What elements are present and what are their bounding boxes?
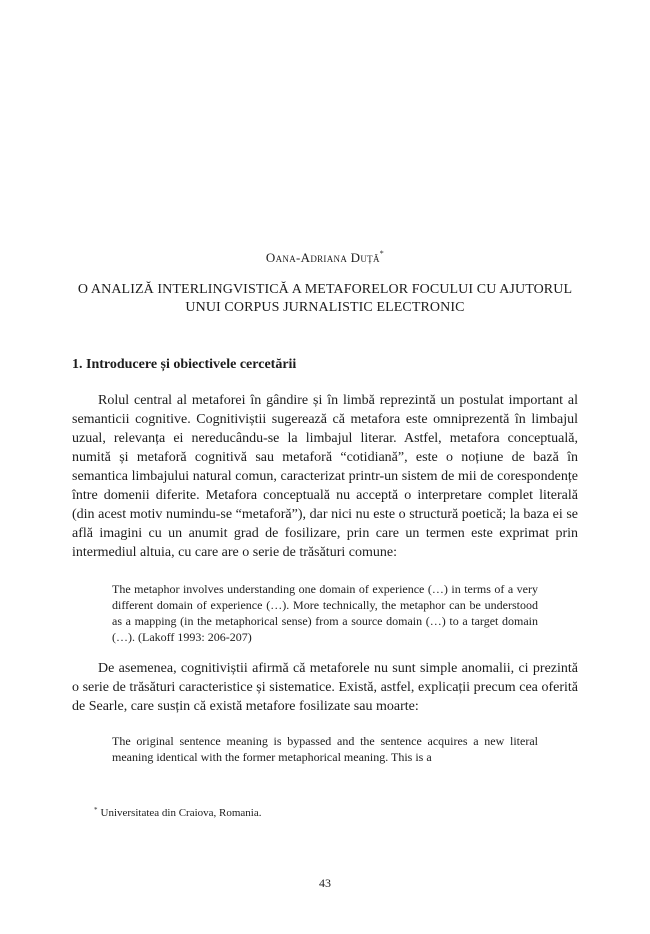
author-footnote-mark: *	[379, 249, 385, 258]
section-heading: 1. Introducere și obiectivele cercetării	[72, 357, 297, 372]
author-line	[0, 249, 650, 266]
footnote	[94, 806, 261, 819]
author-name: Oana-Adriana Duță	[265, 250, 380, 265]
footnote-mark: *	[94, 806, 98, 814]
footnote-text: Universitatea din Craiova, Romania.	[100, 807, 262, 819]
block-quote-searle: The original sentence meaning is bypassed and the sentence acquires a new literal meaning identical with the former metaphorical meaning. This is a	[112, 734, 538, 764]
body-paragraph-1: Rolul central al metaforei în gândire și în limbă reprezintă un postulat important al semanticii cognitive. Cognitiviștii sugerează că metafora este omniprezentă în limbajul uzual, relevanța ei nereducându-se la limbajul literar. Astfel, metafora conceptuală, numită și metaforă cognitivă sau metaforă “cotidiană”, este o noțiune de bază în semantica limbajului natural comun, caracterizat printr-un sistem de mii de corespondențe între domenii diferite. Metafora conceptuală nu acceptă o interpretare complet literală (din acest motiv numindu-se “metaforă”), dar nici nu este o structură poetică; la baza ei se află imagini cu un anumit grad de fosilizare, prin care un termen este exprimat prin intermediul altuia, cu care are o serie de trăsături comune:	[72, 393, 578, 560]
block-quote-lakoff: The metaphor involves understanding one domain of experience (…) in terms of a very different domain of experience (…). More technically, the metaphor can be understood as a mapping (in the metaphorical sense) from a source domain (…) to a target domain (…). (Lakoff 1993: 206-207)	[112, 582, 538, 644]
page-number: 43	[319, 876, 331, 890]
article-title: O ANALIZĂ INTERLINGVISTICĂ A METAFORELOR FOCULUI CU AJUTORUL UNUI CORPUS JURNALISTIC ELECTRONIC	[77, 282, 573, 315]
body-paragraph-2: De asemenea, cognitiviștii afirmă că metaforele nu sunt simple anomalii, ci prezintă o serie de trăsături caracteristice și sistematice. Există, astfel, explicații precum cea oferită de Searle, care susțin că există metafore fosilizate sau moarte:	[72, 661, 578, 714]
